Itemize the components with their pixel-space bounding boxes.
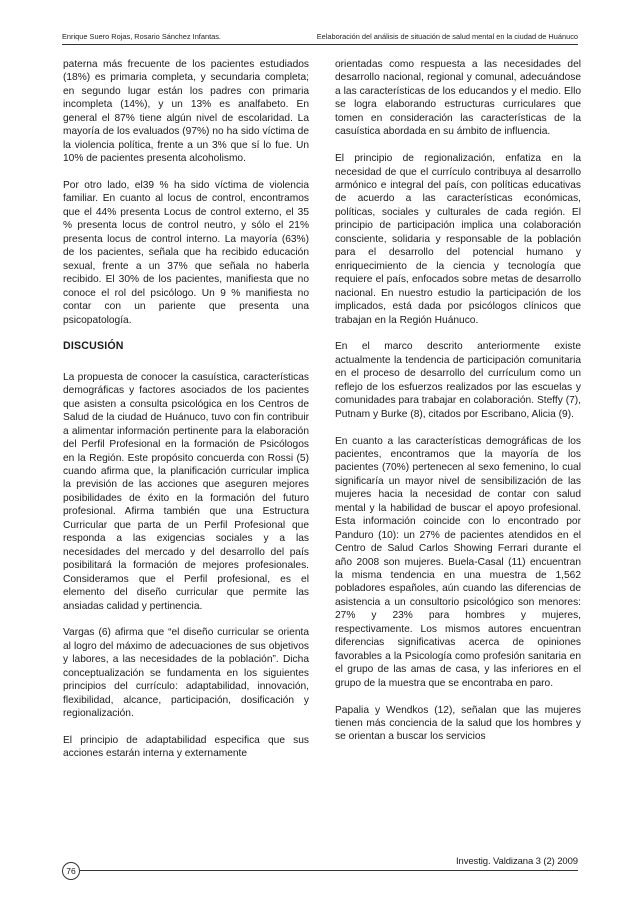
running-header (62, 30, 578, 45)
paragraph: Papalia y Wendkos (12), señalan que las mujeres tienen más conciencia de la salud que los hombres y se orientan a buscar los servicios (335, 704, 581, 743)
paragraph: Vargas (6) afirma que “el diseño curricular se orienta al logro del máximo de adecuaciones de sus objetivos y labores, a las necesidades de la población”. Dicha conceptualización se fundamenta en los siguientes principios del currículo: adaptabilidad, innovación, flexibilidad, alcance, participación, dosificación y regionalización. (63, 627, 309, 720)
footer-divider (74, 870, 578, 871)
paragraph: En el marco descrito anteriormente existe actualmente la tendencia de participación comunitaria en el proceso de desarrollo del currículum como un reflejo de los esfuerzos realizados por las escuelas y comunidades para trabajar en colaboración. Steffy (7), Putnam y Burke (8), citados por Escribano, Alicia (9). (335, 341, 581, 420)
paragraph: orientadas como respuesta a las necesidades del desarrollo nacional, regional y comunal, adecuándose a las características de los educandos y el medio. Ello se logra elaborando estructuras curriculares que tomen en consideración las características de la casuística abordada en su ámbito de influencia. (335, 59, 581, 138)
paragraph: paterna más frecuente de los pacientes estudiados (18%) es primaria completa, y secundaria completa; en segundo lugar están los padres con primaria incompleta (14%), y un 13% es analfabeto. En general el 87% tiene algún nivel de escolaridad. La mayoría de los evaluados (97%) no ha sido víctima de la violencia política, frente a un 3% que sí lo fue. Un 10% de pacientes presenta alcoholismo. (63, 59, 309, 165)
right-column (335, 58, 581, 757)
left-column (63, 58, 309, 774)
header-authors: Enrique Suero Rojas, Rosario Sánchez Infantas. (62, 32, 221, 41)
journal-citation: Investig. Valdizana 3 (2) 2009 (456, 856, 578, 867)
header-article-title: Eelaboración del análisis de situación de salud mental en la ciudad de Huánuco (316, 32, 578, 41)
page-number: 76 (62, 862, 80, 880)
section-heading: DISCUSIÓN (63, 340, 124, 353)
paragraph: En cuanto a las características demográficas de los pacientes, encontramos que la mayoría de los pacientes (70%) pertenecen al sexo femenino, lo cual significaría un mayor nivel de sensibilización de las mujeres hacia la necesidad de contar con salud mental y la habilidad de buscar el apoyo profesional. Esta información coincide con lo encontrado por Panduro (10): un 27% de pacientes atendidos en el Centro de Salud Carlos Showing Ferrari durante el año 2008 son mujeres. Buela-Casal (11) encuentran la misma tendencia en una muestra de 1,562 pobladores españoles, aún cuando las diferencias de asistencia a un consultorio psicológico son menores: 27% y 23% para hombres y mujeres, respectivamente. Los mismos autores encuentran diferencias significativas acerca de opiniones favorables a la Psicología como profesión sanitaria en el grupo de las amas de casa, y las inferiores en el grupo de la muestra que se encontraba en paro. (335, 435, 581, 689)
paragraph: Por otro lado, el39 % ha sido víctima de violencia familiar. En cuanto al locus de control, encontramos que el 44% presenta Locus de control externo, el 35 % presenta locus de control neutro, y sólo el 21% presenta locus de control interno. La mayoría (63%) de los pacientes, señala que ha recibido educación sexual, frente a un 37% que señala no haberla recibido. El 30% de los pacientes, manifiesta que no conoce el rol del psicólogo. Un 9 % manifiesta no contar con un pariente que presenta una psicopatología. (63, 180, 309, 326)
paragraph: La propuesta de conocer la casuística, características demográficas y factores asociados de los pacientes que asisten a consulta psicológica en los Centros de Salud de la ciudad de Huánuco, tuvo con fin contribuir a alimentar información pertinente para la elaboración del Perfil Profesional en la formación de Psicólogos en la Región. Este propósito concuerda con Rossi (5) cuando afirma que, la planificación curricular implica la previsión de las acciones que aseguren mejores posibilidades de éxito en la formación del futuro profesional. Afirma también que una Estructura Curricular que parta de un Perfil Profesional que responda a las exigencias sociales y a las necesidades del mercado y del desarrollo del país posibilitará la formación de mejores profesionales. Consideramos que el Perfil profesional, es el elemento del diseño curricular que permite las ansiadas calidad y pertinencia. (63, 371, 309, 612)
paragraph: El principio de regionalización, enfatiza en la necesidad de que el currículo contribuya al desarrollo armónico e integral del país, con políticas educativas de acuerdo a las características económicas, políticas, sociales y culturales de cada región. El principio de participación implica una colaboración consciente, solidaria y responsable de la población para el desarrollo del potencial humano y enriquecimiento de la ciencia y tecnología que requiere el país, enfocados sobre metas de desarrollo nacional. En nuestro estudio la participación de los implicados, está dada por psicólogos clínicos que trabajan en la Región Huánuco. (335, 153, 581, 326)
paragraph: El principio de adaptabilidad especifica que sus acciones estarán interna y externamente (63, 734, 309, 760)
